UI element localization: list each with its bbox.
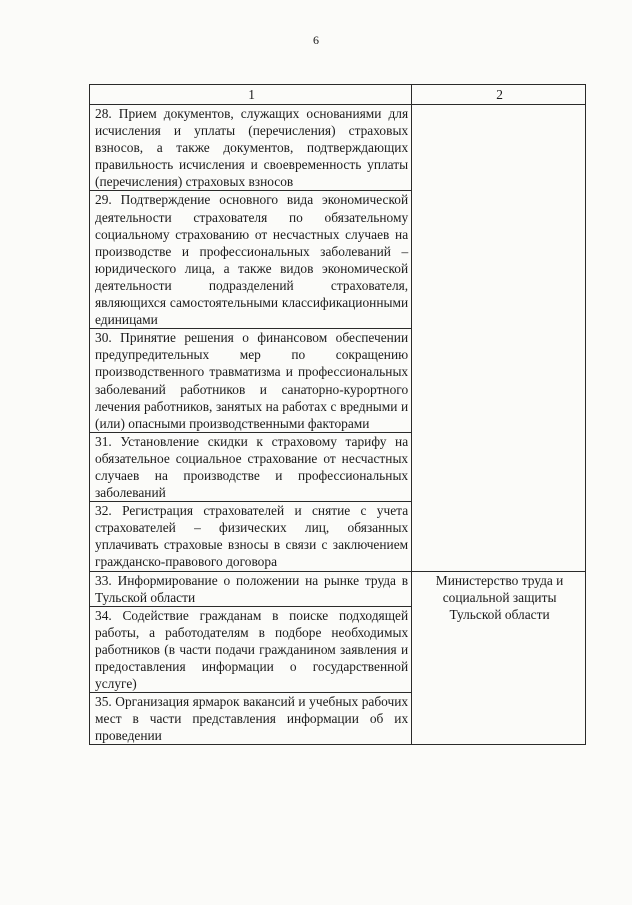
authority-cell-empty xyxy=(412,105,586,572)
page-number: 6 xyxy=(313,33,319,47)
service-cell-28: 28. Прием документов, служащих основаниями для исчисления и уплаты (перечисления) страховых взносов, а также документов, подтверждающих правильность исчисления и своевременность уплаты (перечисления) страховых взносов xyxy=(90,105,412,191)
table-header-row xyxy=(90,85,586,105)
service-cell-33: 33. Информирование о положении на рынке труда в Тульской области xyxy=(90,571,412,606)
service-cell-29: 29. Подтверждение основного вида экономической деятельности страхователя по обязательному социальному страхованию от несчастных случаев на производстве и профессиональных заболеваний – юридического лица, а также видов экономической деятельности подразделений страхователя, являющихся самостоятельными классификационными единицами xyxy=(90,191,412,329)
services-table xyxy=(89,84,586,745)
table-row xyxy=(90,571,586,606)
service-cell-30: 30. Принятие решения о финансовом обеспечении предупредительных мер по сокращению производственного травматизма и профессиональных заболеваний работников и санаторно-курортного лечения работников, занятых на работах с вредными и (или) опасными производственными факторами xyxy=(90,329,412,433)
column-header-1: 1 xyxy=(90,85,412,105)
service-cell-34: 34. Содействие гражданам в поиске подходящей работы, а работодателям в подборе необходимых работников (в части подачи гражданином заявления и предоставления информации о государственной услуге) xyxy=(90,606,412,692)
column-header-2: 2 xyxy=(412,85,586,105)
service-cell-35: 35. Организация ярмарок вакансий и учебных рабочих мест в части представления информации об их проведении xyxy=(90,693,412,745)
service-cell-31: 31. Установление скидки к страховому тарифу на обязательное социальное страхование от несчастных случаев на производстве и профессиональных заболеваний xyxy=(90,432,412,501)
service-cell-32: 32. Регистрация страхователей и снятие с учета страхователей – физических лиц, обязанных уплачивать страховые взносы в связи с заключением гражданско-правового договора xyxy=(90,502,412,571)
table-row xyxy=(90,105,586,191)
authority-cell: Министерство труда и социальной защиты Тульской области xyxy=(412,571,586,745)
